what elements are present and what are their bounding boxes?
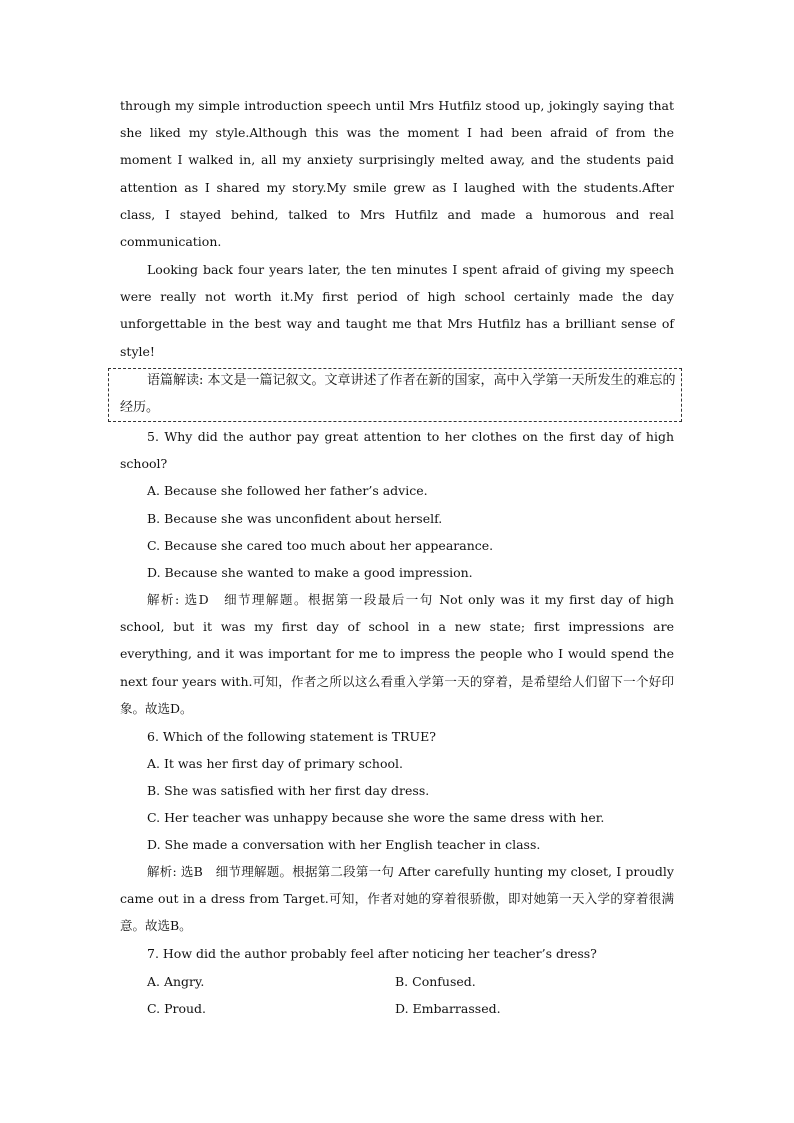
question-7-option-a: A. Angry. xyxy=(147,974,205,989)
summary-text: 语篇解读: 本文是一篇记叙文。文章讲述了作者在新的国家，高中入学第一天所发生的难忘的经历。 xyxy=(120,373,676,415)
question-7-stem: 7. How did the author probably feel after noticing her teacher’s dress? xyxy=(147,946,597,961)
question-5-option-d: D. Because she wanted to make a good impression. xyxy=(147,565,473,580)
question-7-option-d: D. Embarrassed. xyxy=(395,1001,501,1016)
passage-paragraph-2: Looking back four years later, the ten minutes I spent afraid of giving my speech were really not worth it.My first period of high school certainly made the day unforgettable in the best way and taught me that Mrs Hutfilz has a brilliant sense of style! xyxy=(120,262,674,359)
question-6-option-c: C. Her teacher was unhappy because she wore the same dress with her. xyxy=(147,810,605,825)
question-5-option-c: C. Because she cared too much about her appearance. xyxy=(147,538,494,553)
question-6-stem: 6. Which of the following statement is TRUE? xyxy=(147,729,436,744)
question-5-option-b: B. Because she was unconfident about herself. xyxy=(147,511,443,526)
passage-paragraph-1: through my simple introduction speech until Mrs Hutfilz stood up, jokingly saying that she liked my style.Although this was the moment I had been afraid of from the moment I walked in, all my anxiety surprisingly melted away, and the students paid attention as I shared my story.My smile grew as I laughed with the students.After class, I stayed behind, talked to Mrs Hutfilz and made a humorous and real communication. xyxy=(120,98,674,250)
question-6-analysis: 解析: 选B 细节理解题。根据第二段第一句 After carefully hunting my closet, I proudly came out in a dress from Target.可知，作者对她的穿着很骄傲，即对她第一天入学的穿着很满意。故选B。 xyxy=(120,864,674,934)
question-5-analysis: 解析: 选D 细节理解题。根据第一段最后一句 Not only was it my first day of high school, but it was my first day of school in a new state; first impressions are everything, and it was important for me to impress the people who I would spend the next four years with.可知，作者之所以这么看重入学第一天的穿着，是希望给人们留下一个好印象。故选D。 xyxy=(120,592,674,716)
question-6-option-d: D. She made a conversation with her English teacher in class. xyxy=(147,837,541,852)
question-6-option-b: B. She was satisfied with her first day dress. xyxy=(147,783,430,798)
question-7-option-c: C. Proud. xyxy=(147,1001,207,1016)
question-7-option-b: B. Confused. xyxy=(395,974,476,989)
question-5-option-a: A. Because she followed her father’s advice. xyxy=(147,483,428,498)
question-6-option-a: A. It was her first day of primary school. xyxy=(147,756,403,771)
question-5-stem: 5. Why did the author pay great attention to her clothes on the first day of high school? xyxy=(120,429,674,472)
